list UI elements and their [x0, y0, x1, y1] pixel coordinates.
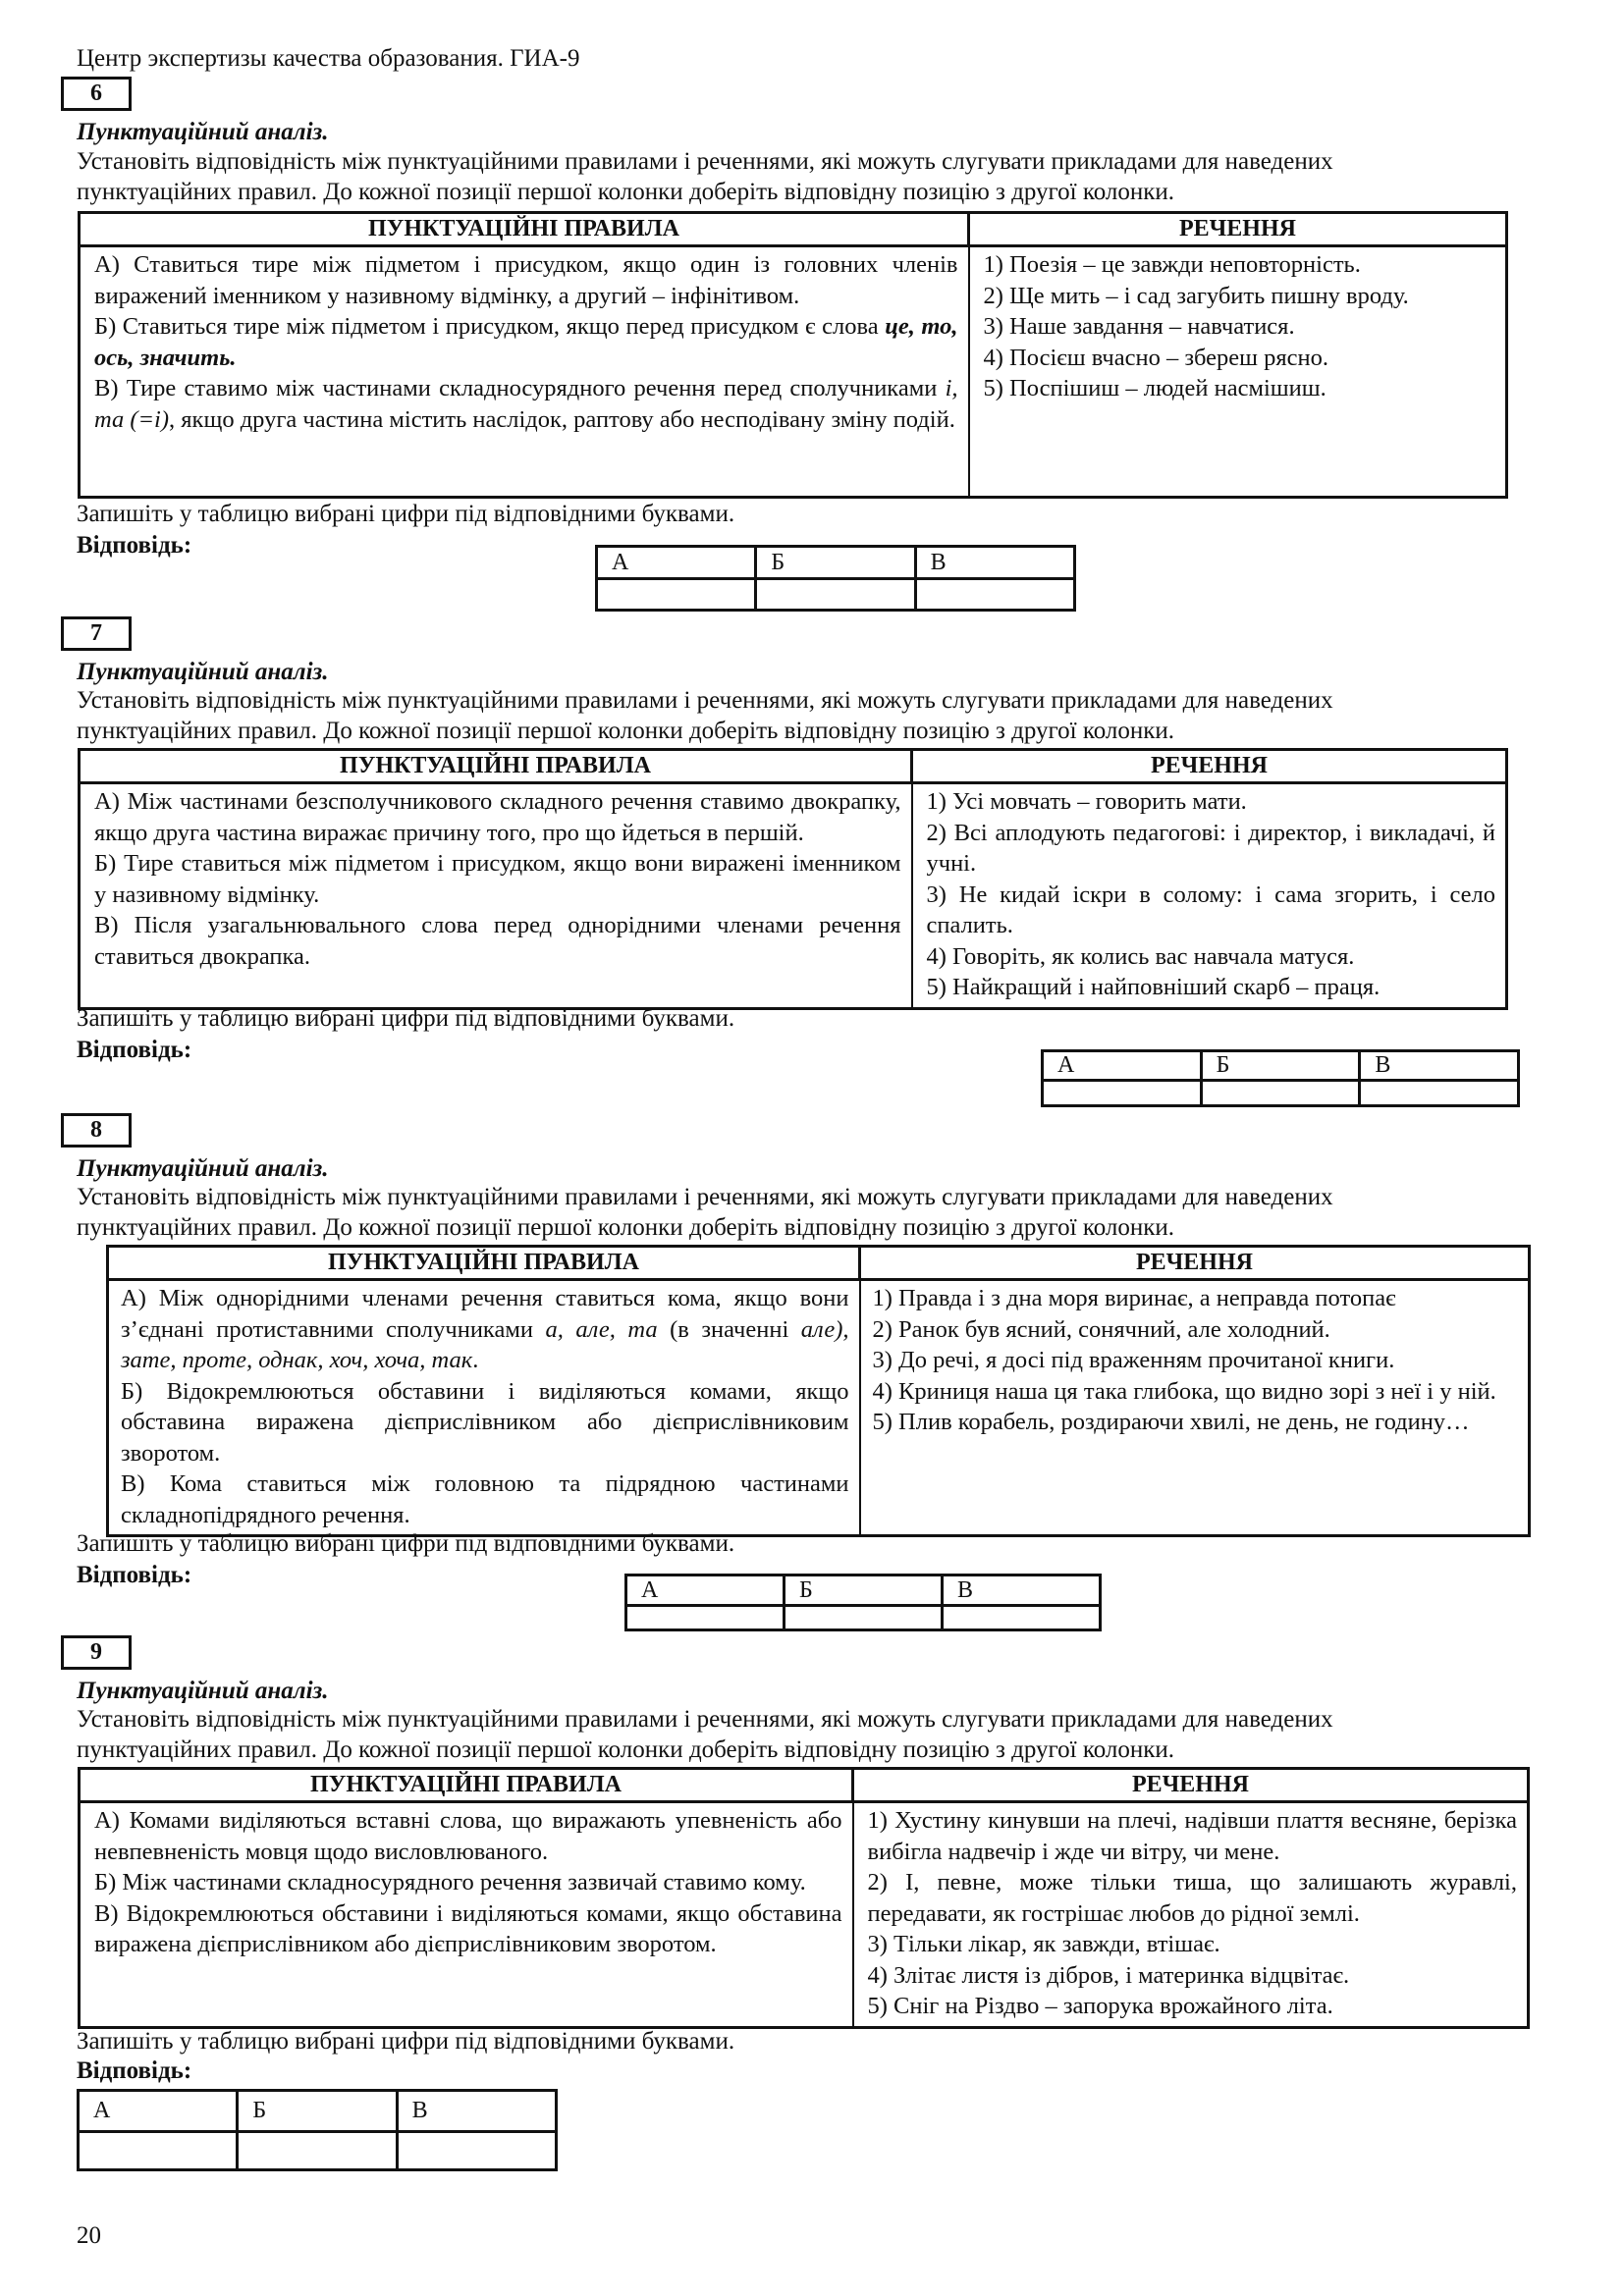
instruction-line-1: Установіть відповідність між пунктуаційними правилами і реченнями, які можуть слугувати прикладами для наведених: [77, 1184, 1333, 1210]
rule-item-c: В) Кома ставиться між головною та підрядною частинами складнопідрядного речення.: [121, 1470, 849, 1528]
rule-text: А) Між однорідними членами речення ставиться кома, якщо вони з’єднані протиставними сполучниками: [121, 1285, 849, 1343]
answer-letter-a: А: [79, 2091, 238, 2132]
sentence-item: 2) Всі аплодують педагогові: і директор, і викладачі, й учні.: [926, 819, 1495, 877]
page-number: 20: [77, 2222, 101, 2249]
sentence-item: 4) Злітає листя із дібров, і материнка відцвітає.: [867, 1961, 1350, 1989]
question-number-8: 8: [61, 1113, 132, 1148]
column-header-sentences: РЕЧЕННЯ: [969, 213, 1507, 246]
answer-input-c[interactable]: [915, 579, 1074, 611]
answer-input-a[interactable]: [79, 2132, 238, 2170]
instruction-line-2: пунктуаційних правил. До кожної позиції першої колонки доберіть відповідну позицію з другої колонки.: [77, 1214, 1175, 1241]
column-header-rules: ПУНКТУАЦІЙНІ ПРАВИЛА: [80, 213, 969, 246]
sentences-cell: [853, 1802, 1529, 2028]
instruction-line-2: пунктуаційних правил. До кожної позиції першої колонки доберіть відповідну позицію з другої колонки.: [77, 179, 1175, 205]
sentence-item: 3) Наше завдання – навчатися.: [983, 313, 1295, 340]
task-subtitle: Пунктуаційний аналіз.: [77, 1678, 329, 1704]
answer-input-c[interactable]: [943, 1606, 1101, 1630]
write-prompt: Запишіть у таблицю вибрані цифри під відповідними буквами.: [77, 1530, 735, 1557]
column-header-sentences: РЕЧЕННЯ: [860, 1247, 1530, 1280]
question-number-6: 6: [61, 77, 132, 111]
rule-emphasis: але), зате, проте, однак, хоч, хоча, так: [121, 1315, 849, 1373]
answer-label: Відповідь:: [77, 1562, 192, 1588]
sentences-cell: [969, 246, 1507, 498]
rules-cell: [80, 1802, 853, 2028]
sentence-item: 2) Ще мить – і сад загубить пишну вроду.: [983, 282, 1409, 309]
sentence-item: 4) Криниця наша ця така глибока, що видно зорі з неї і у ній.: [872, 1377, 1496, 1405]
answer-label: Відповідь:: [77, 2057, 192, 2084]
column-header-rules: ПУНКТУАЦІЙНІ ПРАВИЛА: [80, 750, 912, 783]
sentence-item: 5) Сніг на Різдво – запорука врожайного літа.: [867, 1993, 1333, 2019]
instruction-line-2: пунктуаційних правил. До кожної позиції першої колонки доберіть відповідну позицію з другої колонки.: [77, 718, 1175, 744]
rules-table-q9: [78, 1767, 1530, 2029]
answer-letter-b: Б: [1201, 1051, 1360, 1081]
answer-input-b[interactable]: [238, 2132, 397, 2170]
rule-item-b: Б) Тире ставиться між підметом і присудком, якщо вони виражені іменником у називному відмінку.: [94, 850, 901, 908]
instruction-line-2: пунктуаційних правил. До кожної позиції першої колонки доберіть відповідну позицію з другої колонки.: [77, 1736, 1175, 1763]
task-subtitle: Пунктуаційний аналіз.: [77, 119, 329, 145]
task-instruction: [77, 1182, 1520, 1243]
task-subtitle: Пунктуаційний аналіз.: [77, 1155, 329, 1182]
rule-item-a: А) Між частинами безсполучникового складного речення ставимо двокрапку, якщо друга частина виражає причину того, про що йдеться в першій.: [94, 788, 901, 846]
rule-item-c: В) Відокремлюються обставини і виділяються комами, якщо обставина виражена дієприслівником або дієприслівниковим зворотом.: [94, 1899, 842, 1957]
answer-input-c[interactable]: [397, 2132, 556, 2170]
sentence-item: 4) Говоріть, як колись вас навчала матуся.: [926, 942, 1355, 970]
write-prompt: Запишіть у таблицю вибрані цифри під відповідними буквами.: [77, 1005, 735, 1032]
answer-letter-c: В: [915, 547, 1074, 579]
answer-table-q9: [77, 2089, 558, 2171]
column-header-sentences: РЕЧЕННЯ: [912, 750, 1507, 783]
rule-text: В) Тире ставимо між частинами складносурядного речення перед сполучниками: [94, 375, 946, 401]
sentences-cell: [912, 783, 1507, 1009]
write-prompt: Запишіть у таблицю вибрані цифри під відповідними буквами.: [77, 2028, 735, 2055]
column-header-rules: ПУНКТУАЦІЙНІ ПРАВИЛА: [80, 1769, 853, 1802]
answer-input-c[interactable]: [1360, 1081, 1519, 1106]
rule-text-tail: .: [472, 1347, 479, 1373]
rule-item-b: Б) Між частинами складносурядного речення зазвичай ставимо кому.: [94, 1869, 806, 1896]
task-subtitle: Пунктуаційний аналіз.: [77, 659, 329, 685]
rule-text-tail: , якщо друга частина містить наслідок, раптову або несподівану зміну подій.: [169, 405, 955, 433]
sentence-item: 1) Поезія – це завжди неповторність.: [983, 251, 1361, 278]
sentence-item: 5) Найкращий і найповніший скарб – праця.: [926, 974, 1380, 1000]
task-instruction: [77, 146, 1520, 207]
sentence-item: 2) І, певне, може тільки тиша, що залишають журавлі, передавати, як гострішає любов до рідної землі.: [867, 1869, 1517, 1927]
answer-input-a[interactable]: [597, 579, 756, 611]
answer-label: Відповідь:: [77, 1037, 192, 1063]
answer-table-q7: [1041, 1049, 1520, 1107]
rule-text-tail: (в значенні: [657, 1315, 801, 1343]
rule-emphasis: це, то, ось, значить.: [94, 313, 958, 371]
rule-item-a: А) Комами виділяються вставні слова, що виражають упевненість або невпевненість мовця щодо висловлюваного.: [94, 1807, 842, 1865]
answer-letter-c: В: [397, 2091, 556, 2132]
answer-input-b[interactable]: [1201, 1081, 1360, 1106]
answer-letter-b: Б: [238, 2091, 397, 2132]
sentences-cell: [860, 1280, 1530, 1536]
answer-letter-a: А: [1043, 1051, 1202, 1081]
question-number-7: 7: [61, 616, 132, 651]
sentence-item: 5) Плив корабель, роздираючи хвилі, не день, не годину…: [872, 1409, 1470, 1435]
instruction-line-1: Установіть відповідність між пунктуаційними правилами і реченнями, які можуть слугувати прикладами для наведених: [77, 148, 1333, 175]
answer-label: Відповідь:: [77, 532, 192, 559]
page-header: Центр экспертизы качества образования. ГИА-9: [77, 45, 580, 72]
question-number-9: 9: [61, 1635, 132, 1670]
column-header-rules: ПУНКТУАЦІЙНІ ПРАВИЛА: [108, 1247, 860, 1280]
rule-text: Б) Ставиться тире між підметом і присудком, якщо перед присудком є слова: [94, 313, 886, 340]
sentence-item: 3) До речі, я досі під враженням прочитаної книги.: [872, 1347, 1395, 1373]
rule-item-a: А) Ставиться тире між підметом і присудком, якщо один із головних членів виражений іменником у називному відмінку, а другий – інфінітивом.: [94, 251, 958, 309]
sentence-item: 3) Тільки лікар, як завжди, втішає.: [867, 1931, 1220, 1957]
instruction-line-1: Установіть відповідність між пунктуаційними правилами і реченнями, які можуть слугувати прикладами для наведених: [77, 1706, 1333, 1733]
answer-letter-c: В: [943, 1575, 1101, 1606]
sentence-item: 1) Правда і з дна моря виринає, а неправда потопає: [872, 1285, 1396, 1311]
rule-item-b: Б) Відокремлюються обставини і виділяються комами, якщо обставина виражена дієприслівником або дієприслівниковим зворотом.: [121, 1377, 849, 1467]
rules-cell: [108, 1280, 860, 1536]
answer-input-b[interactable]: [785, 1606, 943, 1630]
task-instruction: [77, 1704, 1520, 1765]
instruction-line-1: Установіть відповідність між пунктуаційними правилами і реченнями, які можуть слугувати прикладами для наведених: [77, 687, 1333, 714]
task-instruction: [77, 685, 1520, 746]
rules-table-q8: [106, 1245, 1531, 1537]
answer-letter-c: В: [1360, 1051, 1519, 1081]
sentence-item: 4) Посієш вчасно – збереш рясно.: [983, 344, 1329, 371]
column-header-sentences: РЕЧЕННЯ: [853, 1769, 1529, 1802]
answer-letter-b: Б: [756, 547, 915, 579]
sentence-item: 3) Не кидай іскри в солому: і сама згорить, і село спалить.: [926, 881, 1495, 938]
rule-item-a: [121, 1283, 849, 1376]
sentence-item: 5) Поспішиш – людей насмішиш.: [983, 375, 1326, 401]
sentence-item: 1) Хустину кинувши на плечі, надівши плаття весняне, берізка вибігла надвечір і жде чи вітру, чи мене.: [867, 1807, 1517, 1865]
rules-cell: [80, 246, 969, 498]
answer-letter-a: А: [626, 1575, 785, 1606]
answer-table-q8: [624, 1574, 1102, 1631]
sentence-item: 1) Усі мовчать – говорить мати.: [926, 788, 1247, 815]
rules-table-q7: [78, 748, 1508, 1010]
rule-item-c: [94, 373, 958, 435]
answer-table-q6: [595, 545, 1076, 612]
rules-table-q6: [78, 211, 1508, 499]
rule-item-b: [94, 311, 958, 373]
answer-input-a[interactable]: [626, 1606, 785, 1630]
answer-letter-b: Б: [785, 1575, 943, 1606]
rule-item-c: В) Після узагальнювального слова перед однорідними членами речення ставиться двокрапка.: [94, 912, 901, 970]
answer-input-a[interactable]: [1043, 1081, 1202, 1106]
rule-emphasis: а, але, та: [545, 1315, 658, 1343]
answer-input-b[interactable]: [756, 579, 915, 611]
rule-emphasis: і, та (=і): [94, 375, 958, 433]
sentence-item: 2) Ранок був ясний, сонячний, але холодний.: [872, 1315, 1330, 1343]
answer-letter-a: А: [597, 547, 756, 579]
write-prompt: Запишіть у таблицю вибрані цифри під відповідними буквами.: [77, 501, 735, 527]
rules-cell: [80, 783, 912, 1009]
